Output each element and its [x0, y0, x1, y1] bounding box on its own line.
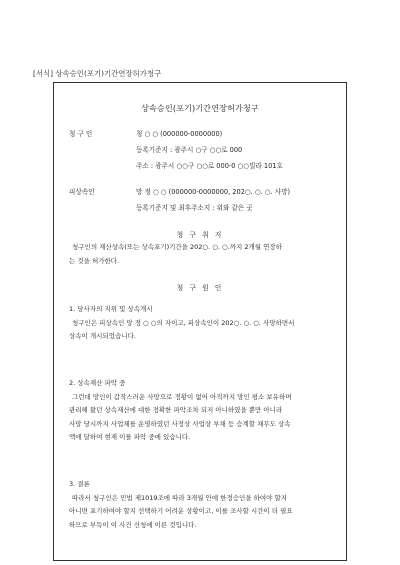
cause-heading: 청 구 원 인 — [176, 284, 224, 292]
claimant-registered: 등록기준지 : 광주시 ○구 ○○로 000 — [136, 146, 243, 154]
section-title: 2. 상속재산 파악 중 — [69, 379, 126, 387]
cause-section-2 — [69, 377, 335, 445]
document-caption: [서식] 상속승인(포기)기간연장허가청구 — [33, 69, 162, 78]
claimant-address: 주소 : 광주시 ○○구 ○○로 000-0 ○○빌라 101호 — [136, 162, 283, 170]
section-line: 그런데 망인이 갑작스러운 사망으로 정황이 없어 아직까지 망인 평소 보유하며 — [72, 392, 292, 401]
cause-section-3 — [69, 478, 335, 532]
document-title: 상속승인(포기)기간연장허가청구 — [141, 104, 259, 113]
document-frame — [53, 82, 347, 561]
purpose-heading: 청 구 취 지 — [176, 231, 224, 239]
purpose-paragraph — [69, 241, 335, 268]
claimant-name: 청 ○ ○ (000000-0000000) — [136, 130, 223, 138]
section-title: 3. 결론 — [69, 480, 90, 488]
purpose-line: 는 것을 허가한다. — [69, 256, 120, 265]
claimant-label: 청 구 인 — [69, 130, 93, 138]
section-line: 따라서 청구인은 민법 제1019조에 따라 3개월 안에 한정승인을 하여야 할지 — [72, 493, 288, 502]
decedent-registered: 등록기준지 및 최후주소지 : 위와 같은 곳 — [136, 204, 253, 212]
cause-section-1 — [69, 303, 335, 344]
section-line: 관리해 왔던 상속재산에 대한 정확한 파악조차 되지 아니하였을 뿐만 아니라 — [69, 406, 283, 415]
section-line: 상속이 개시되었습니다. — [69, 332, 136, 341]
purpose-line: 청구인의 재산상속(또는 상속포기)기간을 202○. ○. ○.까지 2개월 연장하 — [72, 243, 282, 251]
section-line: 청구인은 피상속인 망 정 ○ ○의 자이고, 피상속인이 202○. ○. ○. 사망하면서 — [72, 318, 295, 327]
section-title: 1. 당사자의 지위 및 상속개시 — [69, 305, 153, 313]
section-line: 액에 달하여 현재 이를 파악 중에 있습니다. — [69, 433, 191, 442]
decedent-name: 망 정 ○ ○ (000000-0000000, 202○. ○. ○. 사망) — [136, 188, 291, 196]
section-line: 하므로 부득이 이 사건 신청에 이른 것입니다. — [69, 520, 197, 529]
decedent-label: 피상속인 — [69, 188, 95, 196]
section-line: 아니면 포기하여야 할지 선택하기 어려운 상황이고, 이를 조사할 시간이 더 필요 — [69, 507, 293, 516]
section-line: 사망 당시까지 사업체를 운영하였던 사정상 사업상 부채 등 승계할 채무도 상속 — [69, 419, 291, 428]
